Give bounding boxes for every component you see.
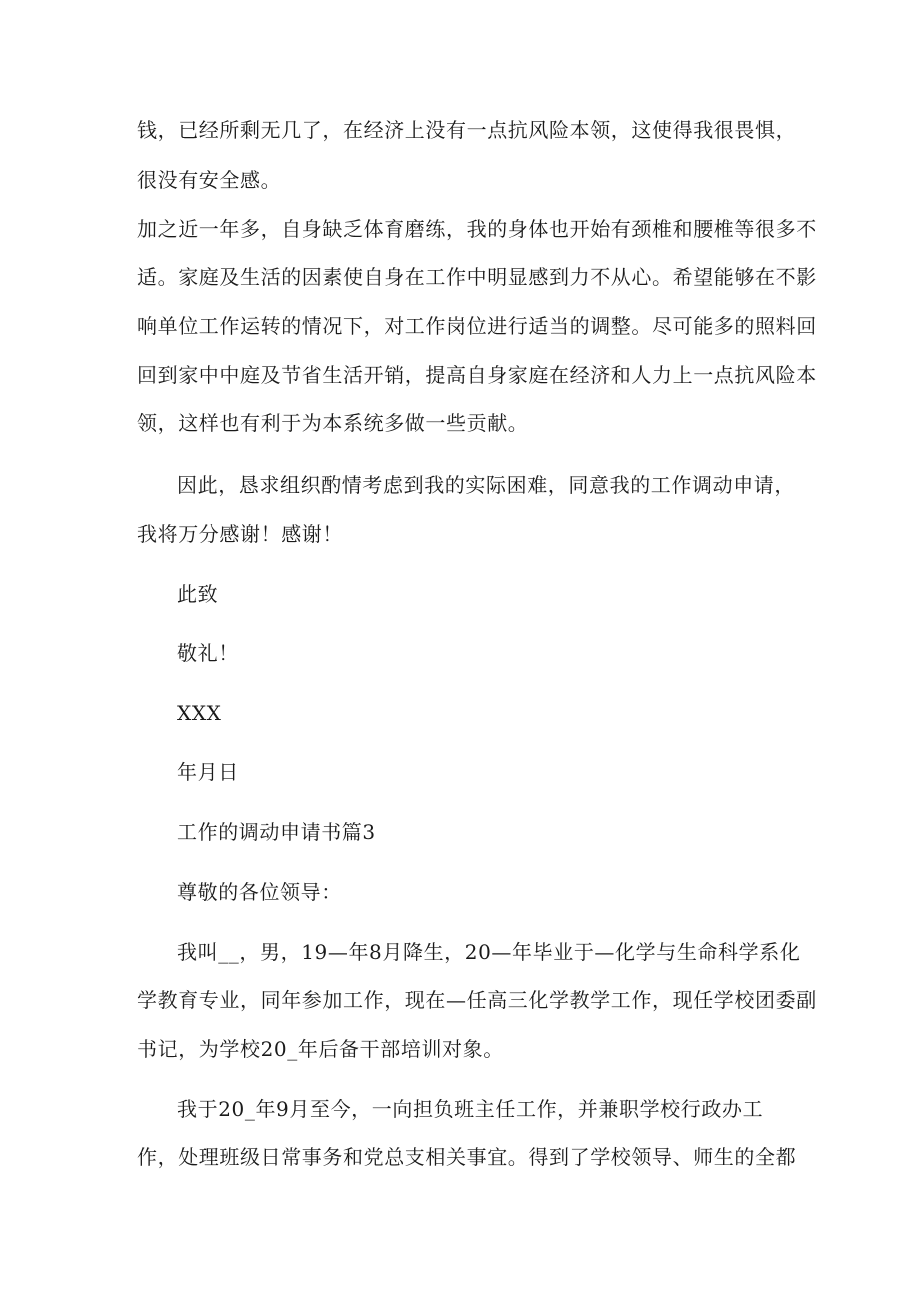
text-line: 钱，已经所剩无几了，在经济上没有一点抗风险本领，这使得我很畏惧， — [137, 118, 797, 142]
text-line: 我将万分感谢！感谢！ — [137, 522, 343, 546]
letter-greeting: 尊敬的各位领导： — [177, 880, 342, 904]
section-heading: 工作的调动申请书篇3 — [177, 820, 376, 844]
text-line: 响单位工作运转的情况下，对工作岗位进行适当的调整。尽可能多的照料回 — [137, 314, 817, 338]
text-line: 加之近一年多，自身缺乏体育磨练，我的身体也开始有颈椎和腰椎等很多不 — [137, 217, 817, 241]
closing-regards: 敬礼！ — [177, 641, 239, 665]
text-line: 因此，恳求组织酌情考虑到我的实际困难，同意我的工作调动申请， — [177, 473, 795, 497]
text-line: 我于20_年9月至今，一向担负班主任工作，并兼职学校行政办工 — [177, 1097, 764, 1121]
closing-salutation: 此致 — [177, 582, 219, 606]
signature-name: XXX — [177, 701, 222, 725]
text-line: 很没有安全感。 — [137, 168, 282, 192]
text-line: 学教育专业，同年参加工作，现在—任高三化学教学工作，现任学校团委副 — [137, 988, 817, 1012]
text-line: 书记，为学校20_年后备干部培训对象。 — [137, 1037, 504, 1061]
signature-date: 年月日 — [177, 760, 239, 784]
text-line: 回到家中中庭及节省生活开销，提高自身家庭在经济和人力上一点抗风险本 — [137, 363, 817, 387]
text-line: 领，这样也有利于为本系统多做一些贡献。 — [137, 411, 529, 435]
text-line: 我叫__，男，19—年8月降生，20—年毕业于—化学与生命科学系化 — [177, 940, 801, 964]
text-line: 作，处理班级日常事务和党总支相关事宜。得到了学校领导、师生的全都 — [137, 1145, 797, 1169]
text-line: 适。家庭及生活的因素使自身在工作中明显感到力不从心。希望能够在不影 — [137, 265, 817, 289]
